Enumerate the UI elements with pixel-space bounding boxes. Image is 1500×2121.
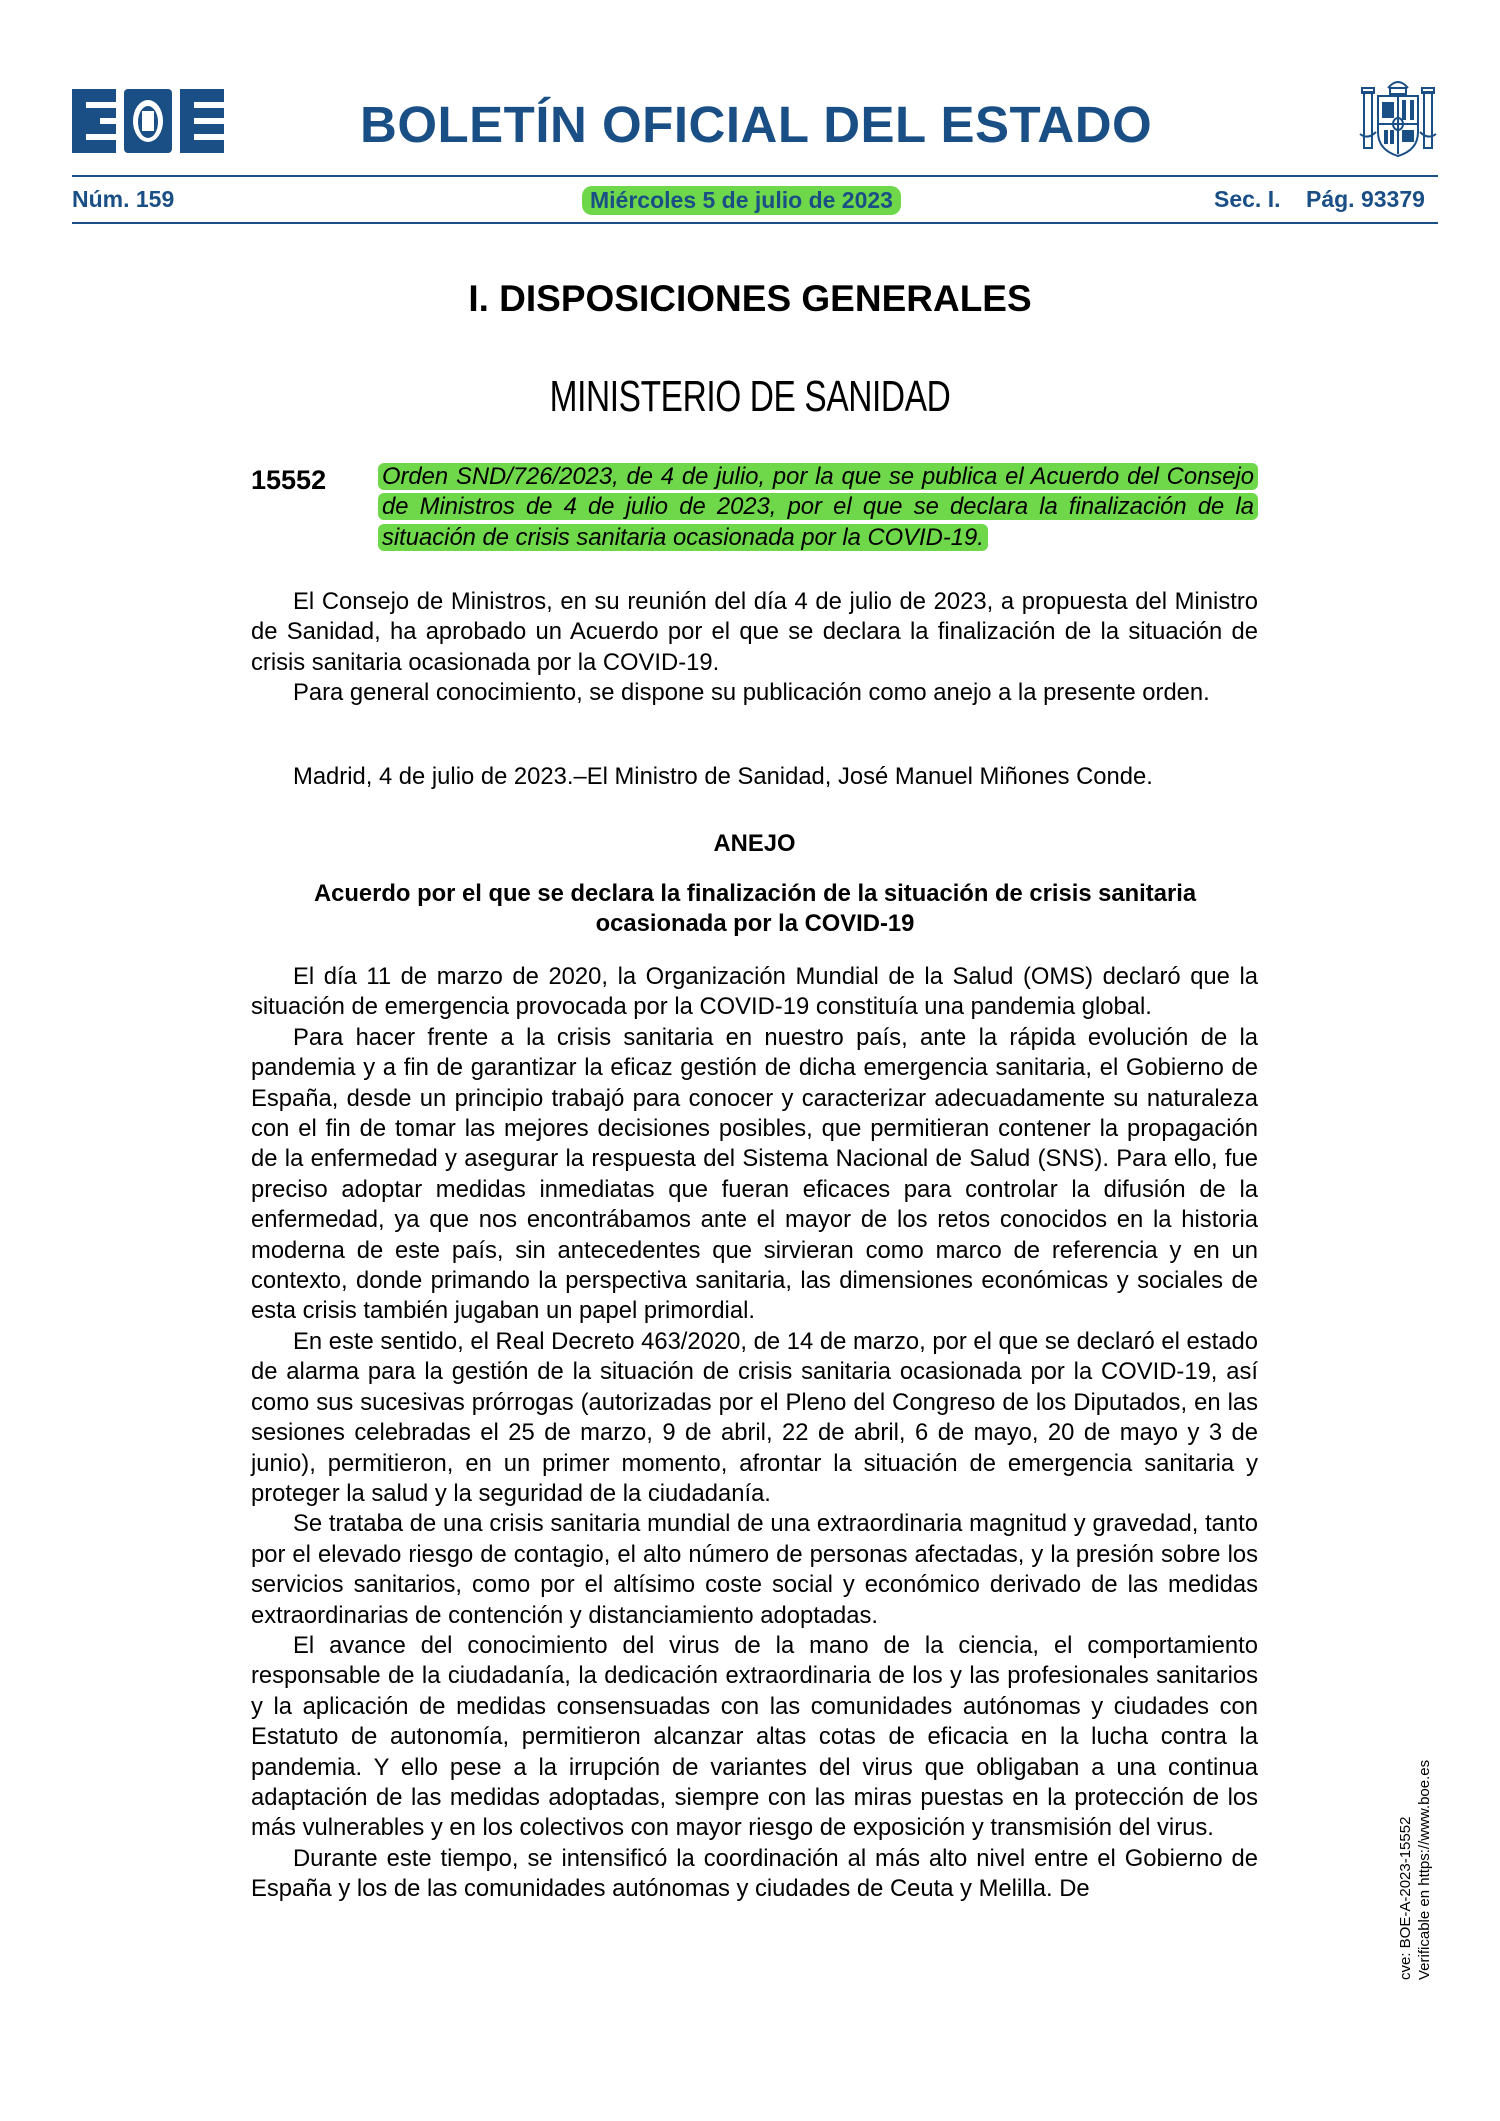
signature-line: Madrid, 4 de julio de 2023.–El Ministro de Sanidad, José Manuel Miñones Conde. bbox=[293, 763, 1153, 790]
annex-title: Acuerdo por el que se declara la finalización de la situación de crisis sanitaria ocasionada por la COVID-19 bbox=[313, 880, 1197, 938]
annex-paragraph: El día 11 de marzo de 2020, la Organización Mundial de la Salud (OMS) declaró que la situación de emergencia provocada por la COVID-19 constituía una pandemia global. bbox=[251, 963, 1258, 1021]
annex-body bbox=[251, 962, 1258, 1905]
section-title: I. DISPOSICIONES GENERALES bbox=[468, 278, 1032, 319]
intro-block bbox=[251, 587, 1258, 709]
cve-code: cve: BOE-A-2023-15552 bbox=[1397, 1816, 1414, 1980]
annex-paragraph: Se trataba de una crisis sanitaria mundial de una extraordinaria magnitud y gravedad, tanto por el elevado riesgo de contagio, el alto número de personas afectadas, y la presión sobre los servicios sanitarios, como por el altísimo coste social y económico derivado de las medidas extraordinarias de contención y distanciamiento adoptadas. bbox=[251, 1510, 1258, 1629]
order-title-text: Orden SND/726/2023, de 4 de julio, por la que se publica el Acuerdo del Consejo de Ministros de 4 de julio de 2023, por el que se declara la finalización de la situación de crisis sanitaria ocasionada por la COVID-19. bbox=[378, 463, 1258, 551]
section-label: Sec. I. bbox=[1214, 186, 1281, 212]
header-rule-bottom bbox=[72, 222, 1438, 224]
annex-label: ANEJO bbox=[713, 830, 796, 857]
issue-number: Núm. 159 bbox=[72, 186, 175, 212]
gazette-title: BOLETÍN OFICIAL DEL ESTADO bbox=[360, 96, 1153, 153]
annex-paragraph: Para hacer frente a la crisis sanitaria en nuestro país, ante la rápida evolución de la pandemia y a fin de garantizar la eficaz gestión de dicha emergencia sanitaria, el Gobierno de España, desde un principio trabajó para conocer y caracterizar adecuadamente su naturaleza con el fin de tomar las mejores decisiones posibles, que permitieran contener la propagación de la enfermedad y asegurar la respuesta del Sistema Nacional de Salud (SNS). Para ello, fue preciso adoptar medidas inmediatas que fueran eficaces para controlar la difusión de la enfermedad, ya que nos encontrábamos ante el mayor de los retos conocidos en la historia moderna de este país, sin antecedentes que sirvieran como marco de referencia y en un contexto, donde primando la perspectiva sanitaria, las dimensiones económicas y sociales de esta crisis también jugaban un papel primordial. bbox=[251, 1023, 1258, 1325]
document-number: 15552 bbox=[251, 465, 327, 495]
header-rule-top bbox=[72, 175, 1438, 177]
order-title bbox=[378, 462, 1258, 553]
coat-of-arms-icon bbox=[1358, 74, 1438, 160]
intro-paragraph: El Consejo de Ministros, en su reunión del día 4 de julio de 2023, a propuesta del Ministro de Sanidad, ha aprobado un Acuerdo por el que se declara la finalización de la situación de crisis sanitaria ocasionada por la COVID-19. bbox=[251, 588, 1258, 676]
page-number: Pág. 93379 bbox=[1306, 186, 1425, 212]
signature-block bbox=[251, 762, 1258, 792]
ministry-name: MINISTERIO DE SANIDAD bbox=[549, 372, 951, 421]
annex-paragraph: El avance del conocimiento del virus de la mano de la ciencia, el comportamiento responsable de la ciudadanía, la dedicación extraordinaria de los y las profesionales sanitarios y la aplicación de medidas consensuadas con las comunidades autónomas y ciudades con Estatuto de autonomía, permitieron alcanzar altas cotas de eficacia en la lucha contra la pandemia. Y ello pese a la irrupción de variantes del virus que obligaban a una continua adaptación de las medidas adoptadas, siempre con las miras puestas en la protección de los más vulnerables y en los colectivos con mayor riesgo de exposición y transmisión del virus. bbox=[251, 1631, 1258, 1842]
intro-paragraph: Para general conocimiento, se dispone su publicación como anejo a la presente orden. bbox=[293, 679, 1210, 707]
issue-date: Miércoles 5 de julio de 2023 bbox=[582, 186, 901, 215]
boe-logo bbox=[72, 89, 224, 153]
annex-paragraph: Durante este tiempo, se intensificó la coordinación al más alto nivel entre el Gobierno de España y los de las comunidades autónomas y ciudades de Ceuta y Melilla. De bbox=[251, 1844, 1258, 1903]
annex-paragraph: En este sentido, el Real Decreto 463/2020, de 14 de marzo, por el que se declaró el estado de alarma para la gestión de la situación de crisis sanitaria ocasionada por la COVID-19, así como sus sucesivas prórrogas (autorizadas por el Pleno del Congreso de los Diputados, en las sesiones celebradas el 25 de marzo, 9 de abril, 22 de abril, 6 de mayo, 20 de mayo y 3 de junio), permitieron, en un primer momento, afrontar la situación de emergencia sanitaria y proteger la salud y la seguridad de la ciudadanía. bbox=[251, 1327, 1258, 1507]
verification-link[interactable]: Verificable en https://www.boe.es bbox=[1416, 1759, 1433, 1980]
verification-sidebar bbox=[1397, 1720, 1500, 1980]
